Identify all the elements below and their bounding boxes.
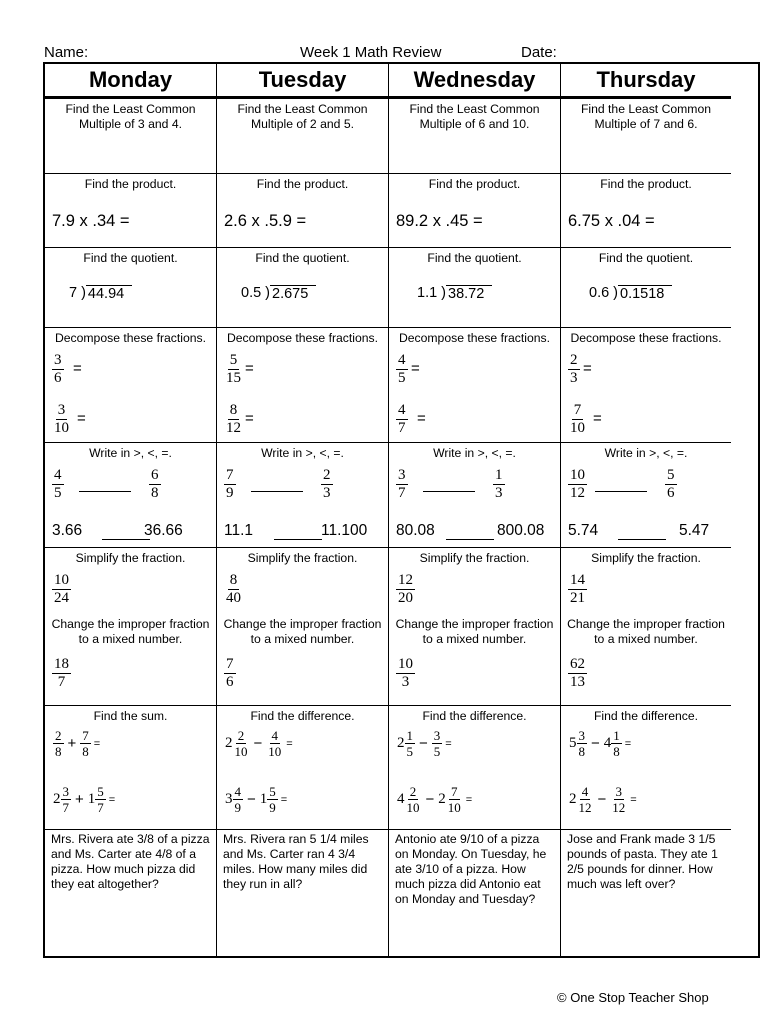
fraction	[568, 656, 587, 691]
improper-instruction: Change the improper fraction to a mixed number.	[567, 617, 725, 646]
product-instruction: Find the product.	[256, 177, 349, 191]
simplify-problem	[561, 548, 731, 706]
numerator: 5	[269, 784, 276, 799]
fraction	[52, 402, 71, 437]
operation-instruction: Find the difference.	[593, 709, 699, 723]
equals-sign: =	[108, 793, 116, 806]
denominator: 6	[226, 674, 234, 690]
equals-sign: =	[630, 793, 637, 806]
product-problem	[561, 174, 731, 248]
simplify-problem	[45, 548, 216, 706]
numerator: 2	[323, 467, 331, 483]
denominator: 15	[226, 370, 241, 386]
denominator: 24	[54, 590, 69, 606]
simplify-instruction: Simplify the fraction.	[419, 551, 530, 565]
whole-number: 2	[397, 735, 405, 751]
decimal-right: 5.47	[679, 522, 710, 539]
quotient-instruction: Find the quotient.	[83, 251, 178, 265]
equals-sign: =	[411, 360, 420, 377]
product-problem	[217, 174, 388, 248]
operator: +	[67, 735, 77, 752]
whole-number: 3	[225, 791, 233, 807]
fraction	[224, 352, 243, 387]
denominator: 3	[495, 485, 503, 501]
denominator: 10	[268, 744, 282, 759]
quotient-problem	[389, 248, 560, 328]
compare-problem	[561, 443, 731, 548]
numerator: 3	[54, 352, 62, 368]
division-bracket: )	[265, 285, 271, 301]
answer-blank[interactable]	[446, 539, 494, 540]
mixed-number-expression	[397, 784, 472, 815]
day-heading: Tuesday	[217, 64, 388, 99]
quotient-instruction: Find the quotient.	[255, 251, 350, 265]
operation-instruction: Find the sum.	[93, 709, 168, 723]
numerator: 12	[398, 572, 413, 588]
compare-instruction: Write in >, <, =.	[89, 446, 172, 460]
equals-sign: =	[417, 410, 426, 427]
numerator: 2	[570, 352, 578, 368]
numerator: 2	[409, 784, 417, 799]
date-label: Date:	[521, 44, 557, 61]
worksheet-grid	[43, 62, 760, 958]
fraction	[493, 467, 505, 502]
mixed-number-expression	[569, 784, 637, 815]
equals-sign: =	[245, 360, 254, 377]
denominator: 9	[269, 800, 276, 815]
product-instruction: Find the product.	[84, 177, 177, 191]
denominator: 40	[226, 590, 241, 606]
compare-problem	[389, 443, 560, 548]
fraction	[95, 784, 106, 815]
denominator: 21	[570, 590, 585, 606]
answer-blank[interactable]	[618, 539, 666, 540]
fraction	[52, 467, 64, 502]
simplify-instruction: Simplify the fraction.	[247, 551, 358, 565]
fraction	[52, 572, 71, 607]
denominator: 7	[398, 485, 406, 501]
whole-number: 4	[397, 791, 405, 807]
fraction	[568, 572, 587, 607]
whole-number: 1	[87, 791, 96, 807]
numerator: 7	[451, 784, 458, 799]
denominator: 10	[406, 800, 420, 815]
equals-sign: =	[593, 410, 602, 427]
numerator: 10	[570, 467, 585, 483]
dividend: 44.94	[86, 285, 132, 302]
denominator: 8	[578, 744, 585, 759]
product-instruction: Find the product.	[600, 177, 692, 191]
long-division	[589, 285, 672, 302]
operation-problem	[389, 706, 560, 830]
operation-problem	[561, 706, 731, 830]
fraction	[266, 728, 283, 759]
denominator: 12	[578, 800, 592, 815]
fraction	[224, 572, 243, 607]
whole-number: 2	[53, 791, 61, 807]
word-problem-text: Antonio ate 9/10 of a pizza on Monday. On Tuesday, he ate 3/10 of a pizza. How much pizza did Antonio eat on Monday and Tuesday?	[395, 832, 547, 906]
decimal-left: 80.08	[396, 522, 435, 539]
equals-sign: =	[93, 737, 101, 750]
improper-instruction: Change the improper fraction to a mixed number.	[223, 617, 382, 646]
numerator: 18	[54, 656, 69, 672]
day-column	[45, 64, 217, 956]
numerator: 3	[615, 784, 623, 799]
numerator: 6	[151, 467, 159, 483]
mixed-number-expression	[397, 728, 452, 759]
fraction	[396, 656, 415, 691]
division-bracket: )	[81, 285, 86, 301]
day-heading: Thursday	[561, 64, 731, 99]
denominator: 6	[54, 370, 62, 386]
operation-problem	[217, 706, 388, 830]
whole-number: 2	[438, 791, 446, 807]
equals-sign: =	[465, 793, 473, 806]
decimal-left: 3.66	[52, 522, 83, 539]
product-expression: 2.6 x .5.9 =	[224, 212, 307, 230]
numerator: 5	[97, 784, 104, 799]
product-expression: 6.75 x .04 =	[568, 212, 655, 230]
numerator: 3	[433, 728, 441, 743]
denominator: 5	[398, 370, 406, 386]
mixed-number-expression	[225, 784, 287, 815]
answer-blank[interactable]	[423, 491, 475, 492]
answer-blank[interactable]	[79, 491, 131, 492]
fraction	[665, 467, 677, 502]
equals-sign: =	[245, 410, 254, 427]
numerator: 8	[229, 572, 238, 588]
denominator: 5	[406, 744, 413, 759]
denominator: 3	[570, 370, 578, 386]
fraction	[568, 467, 587, 502]
dividend: 0.1518	[618, 285, 672, 302]
numerator: 3	[62, 784, 69, 799]
fraction	[568, 352, 580, 387]
mixed-number-expression	[53, 784, 115, 815]
numerator: 8	[229, 402, 238, 418]
fraction	[396, 467, 408, 502]
whole-number: 2	[569, 791, 577, 807]
whole-number: 5	[569, 735, 577, 751]
denominator: 8	[613, 744, 620, 759]
denominator: 9	[234, 800, 241, 815]
denominator: 10	[234, 744, 248, 759]
denominator: 12	[226, 420, 241, 436]
mixed-number-expression	[53, 728, 100, 759]
worksheet-title: Week 1 Math Review	[300, 44, 442, 61]
name-label: Name:	[44, 44, 89, 61]
numerator: 7	[573, 402, 582, 418]
operator: +	[75, 791, 84, 808]
fraction	[321, 467, 333, 502]
answer-blank[interactable]	[251, 491, 303, 492]
fraction	[61, 784, 72, 815]
denominator: 13	[570, 674, 585, 690]
numerator: 7	[226, 656, 234, 672]
product-problem	[389, 174, 560, 248]
fraction	[53, 728, 64, 759]
decimal-right: 800.08	[497, 522, 545, 539]
denominator: 8	[82, 744, 89, 759]
decompose-instruction: Decompose these fractions.	[54, 331, 207, 345]
numerator: 1	[495, 467, 503, 483]
long-division	[241, 285, 316, 302]
fraction	[568, 402, 587, 437]
denominator: 9	[226, 485, 234, 501]
mixed-number-expression	[225, 728, 293, 759]
quotient-instruction: Find the quotient.	[598, 251, 694, 265]
numerator: 3	[578, 728, 585, 743]
denominator: 8	[151, 485, 159, 501]
equals-sign: =	[624, 737, 632, 750]
mixed-number-expression	[569, 728, 631, 759]
day-column	[561, 64, 731, 956]
fraction	[405, 784, 422, 815]
lcm-instruction: Find the Least Common Multiple of 2 and 5.	[237, 102, 368, 131]
quotient-problem	[45, 248, 216, 328]
equals-sign: =	[286, 737, 293, 750]
denominator: 20	[398, 590, 413, 606]
fraction	[224, 467, 236, 502]
product-expression: 7.9 x .34 =	[52, 212, 130, 230]
fraction	[52, 352, 64, 387]
denominator: 12	[570, 485, 585, 501]
fraction	[611, 728, 622, 759]
lcm-problem	[561, 99, 731, 174]
word-problem	[561, 830, 731, 956]
divisor: 1.1	[417, 285, 438, 301]
operator: −	[419, 735, 428, 752]
operation-instruction: Find the difference.	[250, 709, 355, 723]
denominator: 6	[667, 485, 675, 501]
numerator: 2	[237, 728, 245, 743]
product-problem	[45, 174, 216, 248]
answer-blank[interactable]	[595, 491, 647, 492]
denominator: 5	[433, 744, 441, 759]
word-problem-text: Mrs. Rivera ran 5 1/4 miles and Ms. Carter ran 4 3/4 miles. How many miles did they run in all?	[223, 832, 369, 891]
answer-blank[interactable]	[274, 539, 322, 540]
numerator: 7	[226, 467, 234, 483]
numerator: 4	[54, 467, 62, 483]
day-column	[217, 64, 389, 956]
denominator: 10	[447, 800, 461, 815]
numerator: 14	[570, 572, 585, 588]
fraction	[80, 728, 91, 759]
whole-number: 2	[225, 735, 233, 751]
fraction	[396, 402, 408, 437]
fraction	[233, 784, 244, 815]
numerator: 4	[234, 784, 241, 799]
numerator: 3	[57, 402, 66, 418]
fraction	[52, 656, 71, 691]
long-division	[69, 285, 132, 302]
fraction	[577, 784, 594, 815]
compare-problem	[217, 443, 388, 548]
quotient-instruction: Find the quotient.	[427, 251, 522, 265]
operation-problem	[45, 706, 216, 830]
compare-problem	[45, 443, 216, 548]
numerator: 4	[271, 728, 279, 743]
simplify-instruction: Simplify the fraction.	[75, 551, 186, 565]
product-expression: 89.2 x .45 =	[396, 212, 483, 230]
day-heading: Monday	[45, 64, 216, 99]
decimal-left: 11.1	[224, 522, 254, 539]
equals-sign: =	[583, 360, 592, 377]
fraction	[224, 402, 243, 437]
compare-instruction: Write in >, <, =.	[604, 446, 688, 460]
decompose-problem	[45, 328, 216, 443]
decompose-instruction: Decompose these fractions.	[570, 331, 722, 345]
denominator: 5	[54, 485, 62, 501]
equals-sign: =	[77, 410, 86, 427]
simplify-problem	[217, 548, 388, 706]
denominator: 8	[55, 744, 62, 759]
fraction	[396, 572, 415, 607]
simplify-instruction: Simplify the fraction.	[591, 551, 701, 565]
quotient-problem	[217, 248, 388, 328]
division-bracket: )	[441, 285, 447, 301]
numerator: 5	[667, 467, 675, 483]
word-problem-text: Mrs. Rivera ate 3/8 of a pizza and Ms. Carter ate 4/8 of a pizza. How much pizza did they eat altogether?	[51, 832, 210, 891]
lcm-problem	[389, 99, 560, 174]
copyright-footer: © One Stop Teacher Shop	[557, 990, 709, 1005]
dividend: 38.72	[446, 285, 492, 302]
fraction	[149, 467, 161, 502]
lcm-instruction: Find the Least Common Multiple of 3 and 4.	[65, 102, 196, 131]
improper-instruction: Change the improper fraction to a mixed number.	[395, 617, 554, 646]
denominator: 3	[323, 485, 331, 501]
lcm-problem	[217, 99, 388, 174]
denominator: 7	[97, 800, 104, 815]
denominator: 10	[54, 420, 69, 436]
word-problem	[217, 830, 388, 956]
numerator: 4	[581, 784, 589, 799]
product-instruction: Find the product.	[428, 177, 521, 191]
fraction	[432, 728, 443, 759]
simplify-problem	[389, 548, 560, 706]
whole-number: 4	[603, 735, 612, 751]
long-division	[417, 285, 492, 302]
fraction	[610, 784, 627, 815]
word-problem	[45, 830, 216, 956]
fraction	[577, 728, 588, 759]
decimal-right: 11.100	[321, 522, 368, 539]
operator: −	[597, 791, 607, 808]
operator: −	[253, 735, 263, 752]
denominator: 7	[398, 420, 406, 436]
numerator: 4	[398, 402, 406, 418]
numerator: 10	[54, 572, 69, 588]
decompose-problem	[561, 328, 731, 443]
operator: −	[247, 791, 256, 808]
compare-instruction: Write in >, <, =.	[261, 446, 344, 460]
denominator: 12	[612, 800, 626, 815]
fraction	[224, 656, 236, 691]
equals-sign: =	[280, 793, 288, 806]
fraction	[233, 728, 250, 759]
divisor: 0.6	[589, 285, 610, 301]
numerator: 10	[398, 656, 413, 672]
improper-instruction: Change the improper fraction to a mixed number.	[51, 617, 210, 646]
day-heading: Wednesday	[389, 64, 560, 99]
numerator: 5	[229, 352, 238, 368]
decompose-problem	[217, 328, 388, 443]
numerator: 7	[82, 728, 89, 743]
word-problem-text: Jose and Frank made 3 1/5 pounds of pasta. They ate 1 2/5 pounds for dinner. How much was left over?	[567, 832, 718, 891]
word-problem	[389, 830, 560, 956]
denominator: 10	[570, 420, 585, 436]
fraction	[446, 784, 463, 815]
answer-blank[interactable]	[102, 539, 150, 540]
compare-instruction: Write in >, <, =.	[433, 446, 516, 460]
dividend: 2.675	[270, 285, 316, 302]
numerator: 1	[406, 728, 413, 743]
decimal-left: 5.74	[568, 522, 599, 539]
fraction	[267, 784, 278, 815]
equals-sign: =	[445, 737, 452, 750]
fraction	[396, 352, 408, 387]
numerator: 2	[55, 728, 62, 743]
division-bracket: )	[613, 285, 619, 301]
operator: −	[591, 735, 600, 752]
decompose-instruction: Decompose these fractions.	[398, 331, 551, 345]
denominator: 7	[57, 674, 66, 690]
quotient-problem	[561, 248, 731, 328]
divisor: 7	[69, 285, 78, 301]
operator: −	[425, 791, 435, 808]
whole-number: 1	[259, 791, 268, 807]
numerator: 1	[613, 728, 620, 743]
lcm-instruction: Find the Least Common Multiple of 7 and 6.	[580, 102, 712, 131]
divisor: 0.5	[241, 285, 262, 301]
lcm-problem	[45, 99, 216, 174]
denominator: 7	[62, 800, 69, 815]
day-column	[389, 64, 561, 956]
decompose-instruction: Decompose these fractions.	[226, 331, 379, 345]
operation-instruction: Find the difference.	[422, 709, 527, 723]
fraction	[405, 728, 416, 759]
equals-sign: =	[73, 360, 82, 377]
numerator: 62	[570, 656, 585, 672]
numerator: 4	[398, 352, 406, 368]
decimal-right: 36.66	[144, 522, 183, 539]
decompose-problem	[389, 328, 560, 443]
denominator: 3	[401, 674, 410, 690]
lcm-instruction: Find the Least Common Multiple of 6 and 10.	[409, 102, 540, 131]
numerator: 3	[398, 467, 406, 483]
